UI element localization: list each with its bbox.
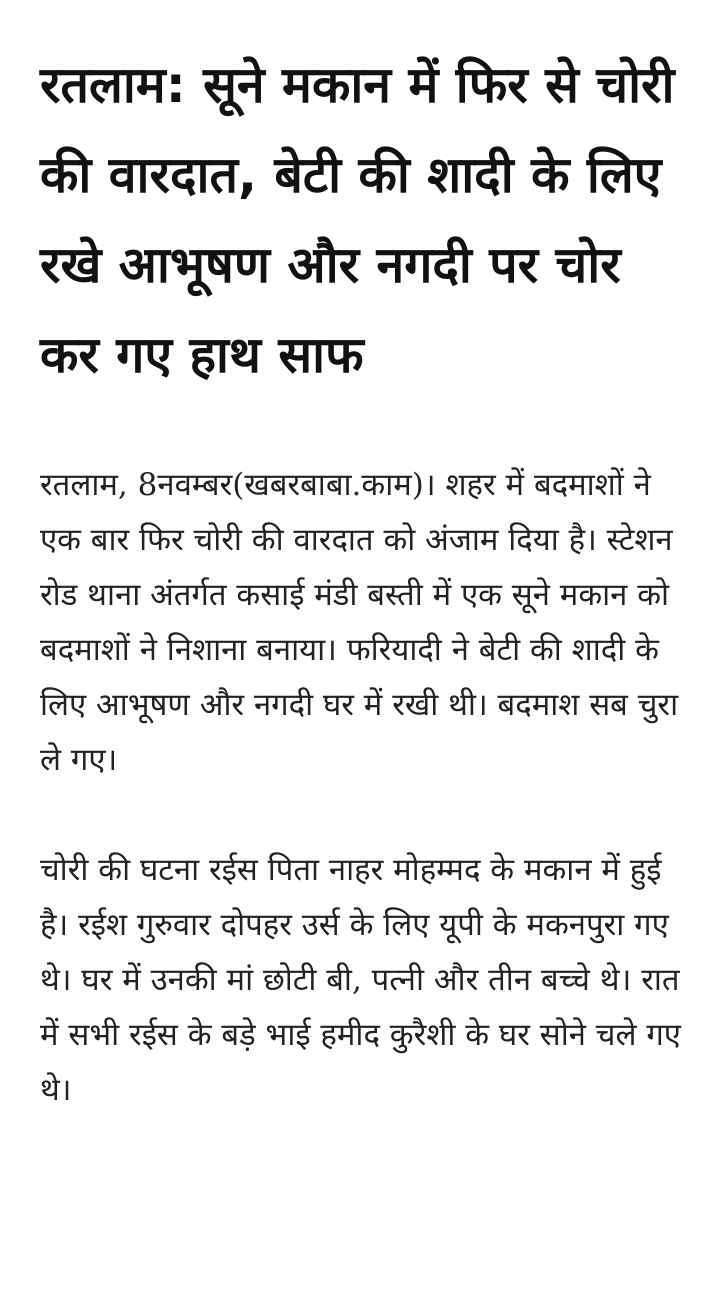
article-paragraph-2: चोरी की घटना रईस पिता नाहर मोहम्मद के मकान में हुई है। रईश गुरुवार दोपहर उर्स के लिए यूपी के मकनपुरा गए थे। घर में उनकी मां छोटी बी, पत्नी और तीन बच्चे थे। रात में सभी रईस के बड़े भाई हमीद कुरैशी के घर सोने चले गए थे।: [40, 852, 681, 1108]
article-headline: रतलाम: सूने मकान में फिर से चोरी की वारदात, बेटी की शादी के लिए रखे आभूषण और नगदी पर चोर कर गए हाथ साफ: [40, 56, 675, 384]
news-article: [40, 40, 690, 1118]
article-paragraph-1: रतलाम, 8नवम्बर(खबरबाबा.काम)। शहर में बदमाशों ने एक बार फिर चोरी की वारदात को अंजाम दिया है। स्टेशन रोड थाना अंतर्गत कसाई मंडी बस्ती में एक सूने मकान को बदमाशों ने निशाना बनाया। फरियादी ने बेटी की शादी के लिए आभूषण और नगदी घर में रखी थी। बदमाश सब चुरा ले गए।: [40, 467, 679, 778]
